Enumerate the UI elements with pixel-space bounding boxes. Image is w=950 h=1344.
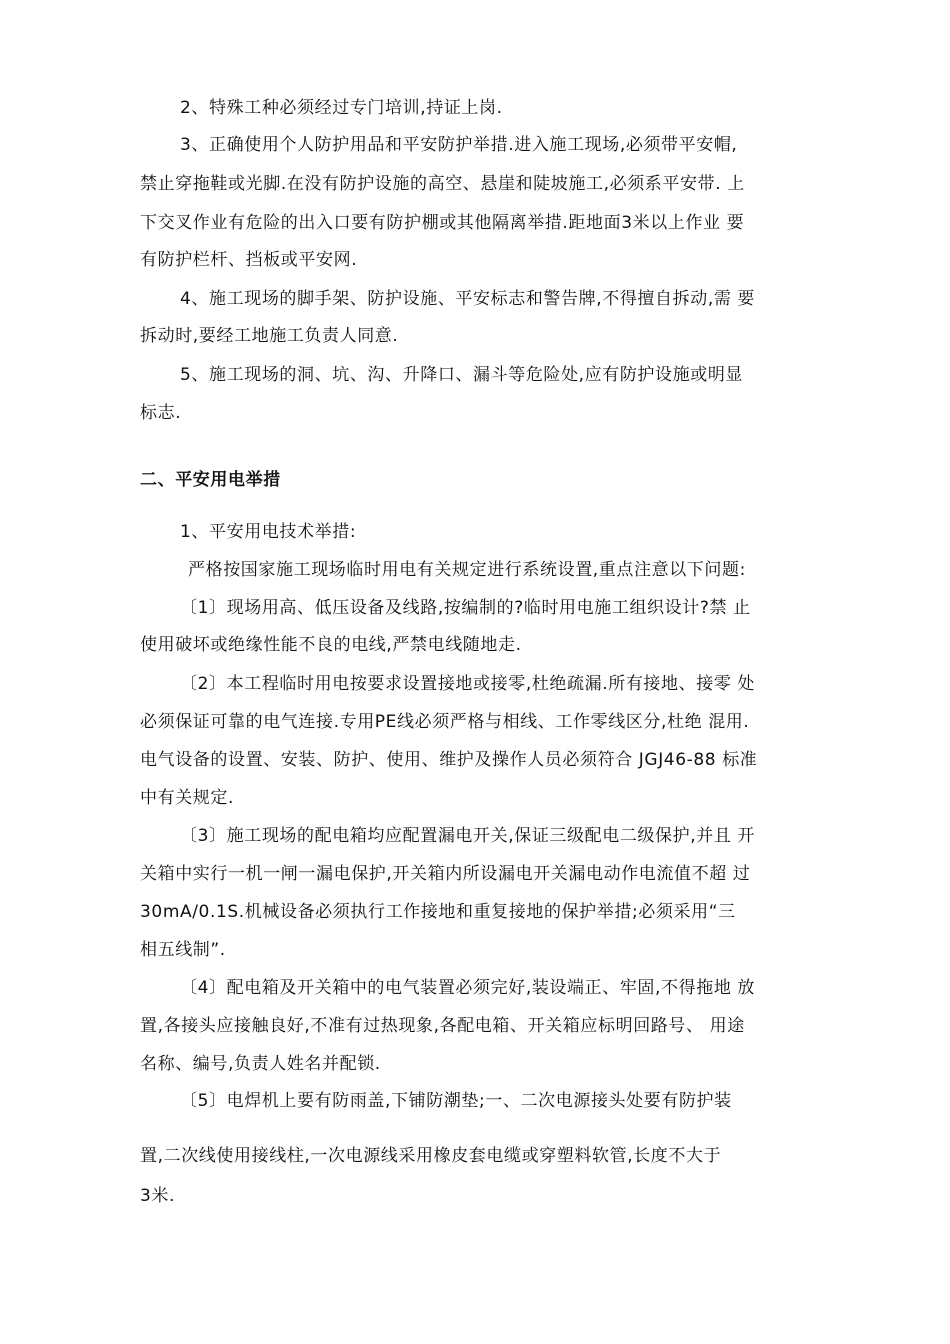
paragraph-line: 置,二次线使用接线柱,一次电源线采用橡皮套电缆或穿塑料软管,长度不大于 <box>140 1146 722 1166</box>
paragraph-line: 中有关规定. <box>140 788 235 808</box>
paragraph-line: 3米. <box>140 1186 176 1206</box>
paragraph-line: 〔4〕配电箱及开关箱中的电气装置必须完好,装设端正、牢固,不得拖地 放 <box>180 978 756 998</box>
paragraph-line: 禁止穿拖鞋或光脚.在没有防护设施的高空、悬崖和陡坡施工,必须系平安带. 上 <box>140 174 745 194</box>
paragraph-line: 严格按国家施工现场临时用电有关规定进行系统设置,重点注意以下问题: <box>188 560 746 580</box>
paragraph-line: 置,各接头应接触良好,不准有过热现象,各配电箱、开关箱应标明回路号、 用途 <box>140 1016 745 1036</box>
paragraph-line: 5、施工现场的洞、坑、沟、升降口、漏斗等危险处,应有防护设施或明显 <box>180 365 744 385</box>
paragraph-line: 关箱中实行一机一闸一漏电保护,开关箱内所设漏电开关漏电动作电流值不超 过 <box>140 864 751 884</box>
section-heading: 二、平安用电举措 <box>140 470 281 490</box>
paragraph-line: 3、正确使用个人防护用品和平安防护举措.进入施工现场,必须带平安帽, <box>180 135 738 155</box>
paragraph-line: 下交叉作业有危险的出入口要有防护棚或其他隔离举措.距地面3米以上作业 要 <box>140 213 745 233</box>
paragraph-line: 〔2〕本工程临时用电按要求设置接地或接零,杜绝疏漏.所有接地、接零 处 <box>180 674 756 694</box>
paragraph-line: 名称、编号,负责人姓名并配锁. <box>140 1054 381 1074</box>
paragraph-line: 使用破坏或绝缘性能不良的电线,严禁电线随地走. <box>140 635 522 655</box>
paragraph-line: 拆动时,要经工地施工负责人同意. <box>140 326 399 346</box>
paragraph-line: 〔5〕电焊机上要有防雨盖,下铺防潮垫;一、二次电源接头处要有防护装 <box>180 1091 732 1111</box>
paragraph-line: 标志. <box>140 403 182 423</box>
paragraph-line: 有防护栏杆、挡板或平安网. <box>140 250 358 270</box>
paragraph-line: 1、平安用电技术举措: <box>180 522 357 542</box>
paragraph-line: 4、施工现场的脚手架、防护设施、平安标志和警告牌,不得擅自拆动,需 要 <box>180 289 756 309</box>
paragraph-line: 必须保证可靠的电气连接.专用PE线必须严格与相线、工作零线区分,杜绝 混用. <box>140 712 750 732</box>
paragraph-line: 电气设备的设置、安装、防护、使用、维护及操作人员必须符合 JGJ46-88 标准 <box>140 750 758 770</box>
paragraph-line: 〔3〕施工现场的配电箱均应配置漏电开关,保证三级配电二级保护,并且 开 <box>180 826 756 846</box>
paragraph-line: 〔1〕现场用高、低压设备及线路,按编制的?临时用电施工组织设计?禁 止 <box>180 598 751 618</box>
paragraph-line: 2、特殊工种必须经过专门培训,持证上岗. <box>180 98 503 118</box>
paragraph-line: 30mA/0.1S.机械设备必须执行工作接地和重复接地的保护举措;必须采用“三 <box>140 902 736 922</box>
paragraph-line: 相五线制”. <box>140 940 226 960</box>
